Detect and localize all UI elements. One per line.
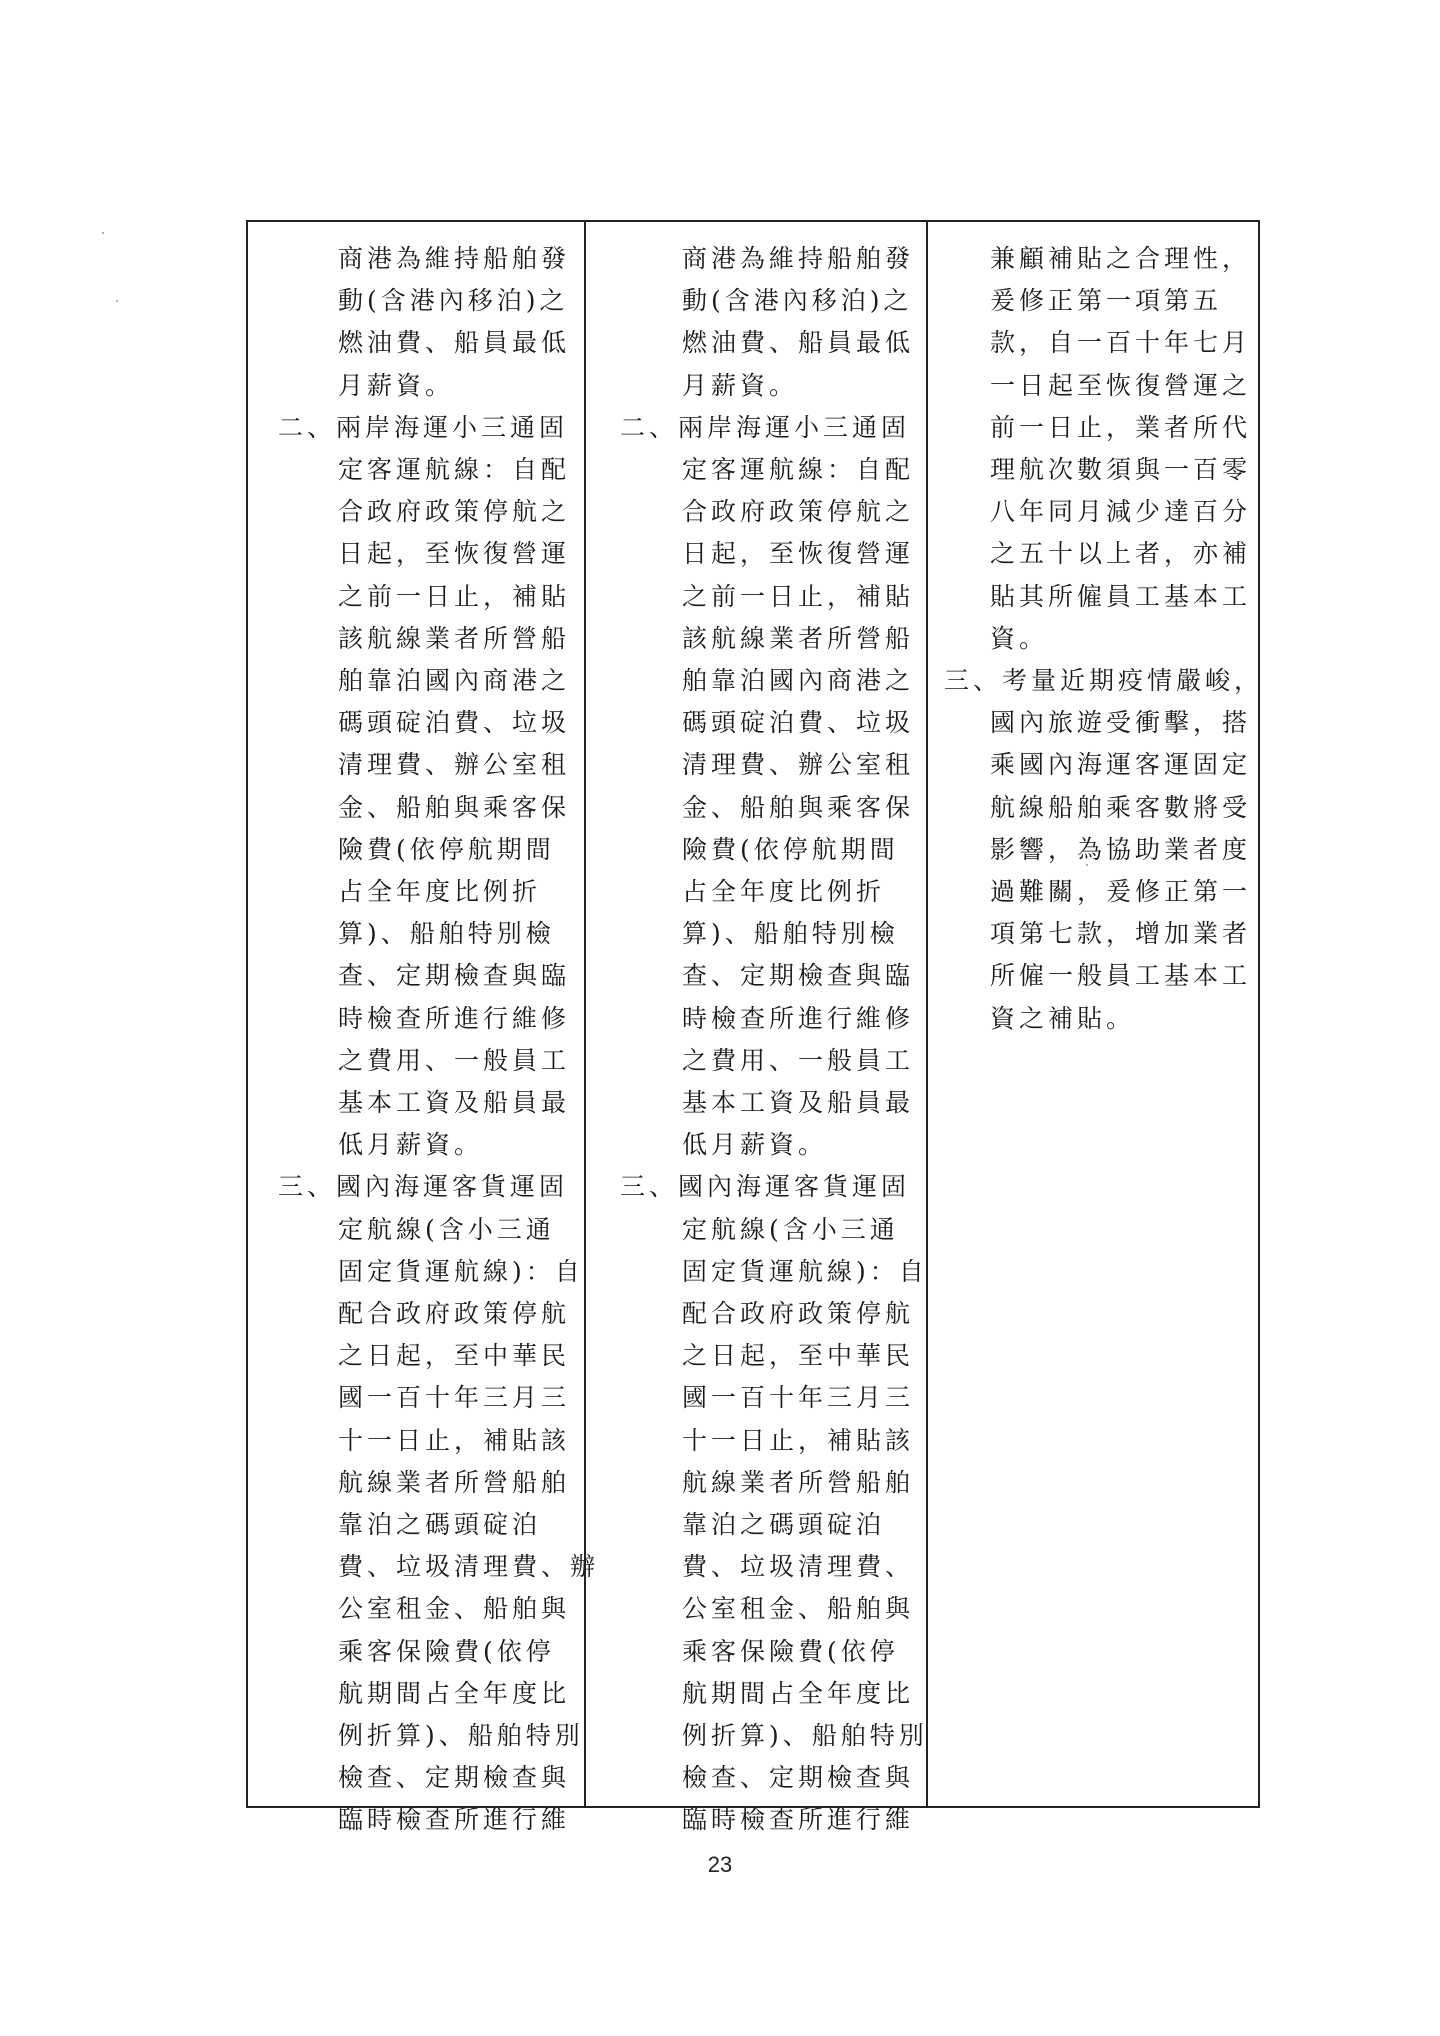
- text-line: 占全年度比例折: [682, 877, 886, 906]
- text-line: 低月薪資。: [682, 1130, 828, 1160]
- text-line: 查、定期檢查與臨: [682, 961, 915, 991]
- text-line: 商港為維持船舶發: [682, 244, 915, 273]
- comparison-table: [246, 220, 1264, 1835]
- text-line: 項第七款，增加業者: [990, 919, 1252, 949]
- text-line: 固定貨運航線)：自: [682, 1256, 928, 1286]
- page-number: 23: [707, 1852, 733, 1877]
- text-line: 配合政府政策停航: [338, 1299, 571, 1328]
- text-line: 航線業者所營船舶: [682, 1467, 915, 1497]
- text-line: 舶靠泊國內商港之: [338, 666, 571, 695]
- text-line: 檢查、定期檢查與: [682, 1763, 915, 1793]
- text-line: 乘客保險費(依停: [338, 1636, 555, 1666]
- text-line: 基本工資及船員最: [682, 1088, 915, 1117]
- text-line: 靠泊之碼頭碇泊: [338, 1510, 542, 1539]
- text-line: 合政府政策停航之: [338, 497, 571, 527]
- text-line: 占全年度比例折: [338, 877, 542, 906]
- text-line: 動(含港內移泊)之: [682, 286, 913, 316]
- text-line: 臨時檢查所進行維: [338, 1805, 571, 1835]
- text-line: 算)、船舶特別檢: [682, 919, 899, 949]
- text-line: 款，自一百十年七月: [990, 328, 1252, 358]
- text-line: 固定貨運航線)：自: [338, 1256, 584, 1286]
- text-line: 資。: [990, 623, 1049, 653]
- text-line: 定航線(含小三通: [338, 1214, 555, 1244]
- text-line: 月薪資。: [682, 370, 799, 400]
- text-line: 之日起，至中華民: [682, 1341, 915, 1371]
- scan-speck: [1086, 864, 1088, 866]
- text-line: 商港為維持船舶發: [338, 244, 571, 273]
- table-column-amended-text: [248, 222, 600, 1835]
- text-line: 之費用、一般員工: [682, 1045, 915, 1075]
- text-line: 公室租金、船舶與: [338, 1594, 571, 1624]
- text-line: 金、船舶與乘客保: [682, 792, 915, 822]
- text-line: 乘國內海運客運固定: [990, 750, 1252, 780]
- text-line: 燃油費、船員最低: [682, 328, 915, 358]
- text-line: 三、國內海運客貨運固: [278, 1172, 569, 1202]
- text-line: 三、考量近期疫情嚴峻，: [944, 666, 1264, 695]
- text-line: 舶靠泊國內商港之: [682, 666, 915, 695]
- text-line: 國一百十年三月三: [682, 1383, 915, 1413]
- text-line: 動(含港內移泊)之: [338, 286, 569, 316]
- text-line: 檢查、定期檢查與: [338, 1763, 571, 1793]
- text-line: 十一日止，補貼該: [682, 1425, 915, 1455]
- text-line: 國一百十年三月三: [338, 1383, 571, 1413]
- text-line: 時檢查所進行維修: [338, 1003, 571, 1033]
- text-line: 二、兩岸海運小三通固: [620, 412, 911, 442]
- text-line: 過難關，爰修正第一: [990, 877, 1252, 906]
- text-line: 十一日止，補貼該: [338, 1425, 571, 1455]
- text-line: 之前一日止，補貼: [338, 581, 571, 611]
- text-line: 一日起至恢復營運之: [990, 370, 1252, 400]
- text-line: 費、垃圾清理費、: [682, 1552, 915, 1582]
- text-line: 該航線業者所營船: [682, 623, 915, 653]
- scan-speck: [116, 300, 118, 302]
- text-line: 金、船舶與乘客保: [338, 792, 571, 822]
- text-line: 月薪資。: [338, 370, 455, 400]
- text-line: 二、兩岸海運小三通固: [278, 412, 569, 442]
- text-line: 理航次數須與一百零: [990, 455, 1252, 484]
- text-line: 該航線業者所營船: [338, 623, 571, 653]
- text-line: 之前一日止，補貼: [682, 581, 915, 611]
- table-column-current-text: [586, 222, 928, 1835]
- text-line: 清理費、辦公室租: [338, 750, 571, 780]
- table-column-explanation: [928, 222, 1264, 1806]
- text-line: 費、垃圾清理費、辦: [338, 1552, 600, 1582]
- text-line: 貼其所僱員工基本工: [990, 581, 1252, 611]
- text-line: 定客運航線：自配: [682, 455, 915, 484]
- text-line: 查、定期檢查與臨: [338, 961, 571, 991]
- text-line: 之日起，至中華民: [338, 1341, 571, 1371]
- text-line: 定客運航線：自配: [338, 455, 571, 484]
- text-line: 航期間占全年度比: [682, 1678, 915, 1708]
- text-line: 前一日止，業者所代: [990, 412, 1252, 442]
- text-line: 清理費、辦公室租: [682, 750, 915, 780]
- text-line: 影響，為協助業者度: [990, 834, 1252, 864]
- text-line: 靠泊之碼頭碇泊: [682, 1510, 886, 1539]
- text-line: 例折算)、船舶特別: [338, 1721, 584, 1750]
- text-line: 所僱一般員工基本工: [990, 961, 1252, 991]
- text-line: 三、國內海運客貨運固: [620, 1172, 911, 1202]
- text-line: 爰修正第一項第五: [990, 286, 1223, 316]
- text-line: 碼頭碇泊費、垃圾: [682, 708, 915, 738]
- text-line: 八年同月減少達百分: [990, 497, 1252, 527]
- text-line: 資之補貼。: [990, 1003, 1136, 1033]
- text-line: 險費(依停航期間: [338, 834, 555, 864]
- text-line: 險費(依停航期間: [682, 834, 899, 864]
- text-line: 碼頭碇泊費、垃圾: [338, 708, 571, 738]
- text-line: 算)、船舶特別檢: [338, 919, 555, 949]
- text-line: 燃油費、船員最低: [338, 328, 571, 358]
- text-line: 日起，至恢復營運: [682, 539, 915, 569]
- text-line: 基本工資及船員最: [338, 1088, 571, 1117]
- scan-speck: [102, 232, 104, 234]
- text-line: 例折算)、船舶特別: [682, 1721, 928, 1750]
- text-line: 航線船舶乘客數將受: [990, 792, 1252, 822]
- text-line: 合政府政策停航之: [682, 497, 915, 527]
- text-line: 航線業者所營船舶: [338, 1467, 571, 1497]
- text-line: 定航線(含小三通: [682, 1214, 899, 1244]
- text-line: 兼顧補貼之合理性，: [990, 244, 1252, 273]
- text-line: 時檢查所進行維修: [682, 1003, 915, 1033]
- text-line: 公室租金、船舶與: [682, 1594, 915, 1624]
- text-line: 航期間占全年度比: [338, 1678, 571, 1708]
- text-line: 乘客保險費(依停: [682, 1636, 899, 1666]
- text-line: 配合政府政策停航: [682, 1299, 915, 1328]
- text-line: 國內旅遊受衝擊，搭: [990, 708, 1252, 738]
- text-line: 之費用、一般員工: [338, 1045, 571, 1075]
- text-line: 日起，至恢復營運: [338, 539, 571, 569]
- text-line: 低月薪資。: [338, 1130, 484, 1160]
- text-line: 臨時檢查所進行維: [682, 1805, 915, 1835]
- text-line: 之五十以上者，亦補: [990, 539, 1252, 569]
